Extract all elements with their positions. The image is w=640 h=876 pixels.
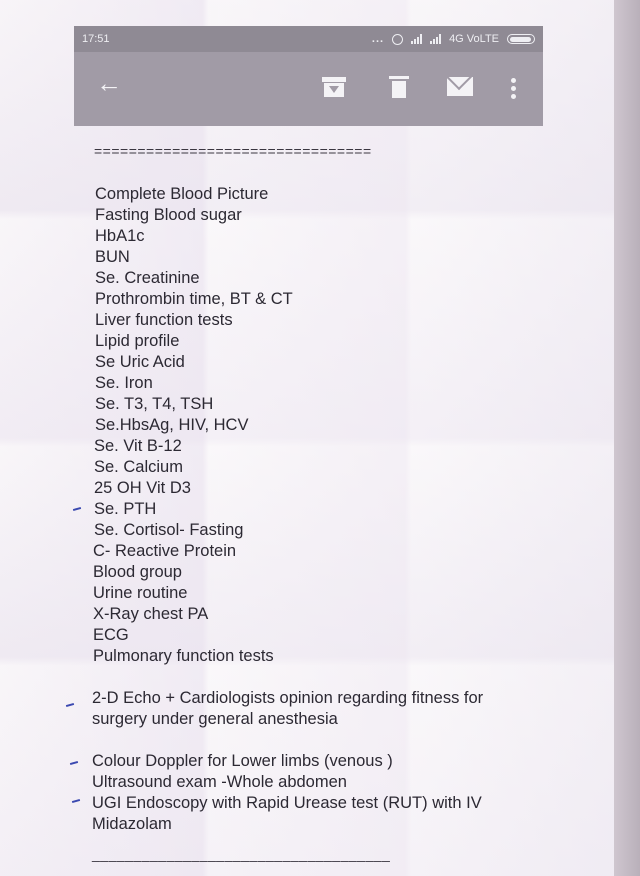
test-item: Liver function tests	[95, 311, 233, 329]
test-item: 25 OH Vit D3	[94, 479, 191, 497]
doppler-line: Colour Doppler for Lower limbs (venous )	[92, 752, 393, 770]
test-item: Blood group	[93, 563, 182, 581]
test-item: HbA1c	[95, 227, 145, 245]
test-item: Se. Iron	[95, 374, 153, 392]
pen-tick-mark	[73, 507, 81, 511]
test-item: ECG	[93, 626, 129, 644]
test-item: X-Ray chest PA	[93, 605, 209, 623]
ugi-line-1: UGI Endoscopy with Rapid Urease test (RUT) with IV	[92, 794, 482, 812]
ultrasound-line: Ultrasound exam -Whole abdomen	[92, 773, 347, 791]
paper-edge	[614, 0, 640, 876]
status-time: 17:51	[82, 33, 110, 45]
test-item: Fasting Blood sugar	[95, 206, 242, 224]
test-item: Se. Creatinine	[95, 269, 200, 287]
test-item: Se. Calcium	[94, 458, 183, 476]
test-item: Se. Cortisol- Fasting	[94, 521, 244, 539]
test-item: Se. T3, T4, TSH	[95, 395, 214, 413]
test-item: BUN	[95, 248, 130, 266]
bottom-rule: ____________________________________	[92, 846, 391, 862]
test-item: Lipid profile	[95, 332, 180, 350]
pen-tick-mark	[70, 761, 78, 765]
test-item: Complete Blood Picture	[95, 185, 269, 203]
network-type: 4G VoLTE	[449, 33, 499, 45]
test-item: Pulmonary function tests	[93, 647, 274, 665]
test-item: Se. PTH	[94, 500, 157, 518]
status-dots: ...	[371, 33, 385, 45]
back-arrow-icon[interactable]: ←	[96, 68, 122, 98]
echo-line-2: surgery under general anesthesia	[92, 710, 338, 728]
top-rule: ================================	[94, 143, 372, 159]
test-item: Se. Vit B-12	[94, 437, 182, 455]
pen-tick-mark	[72, 799, 80, 803]
test-item: Se.HbsAg, HIV, HCV	[95, 416, 249, 434]
test-item: Se Uric Acid	[95, 353, 185, 371]
ugi-line-2: Midazolam	[92, 815, 172, 833]
test-item: Urine routine	[93, 584, 188, 602]
test-item: C- Reactive Protein	[93, 542, 237, 560]
test-item: Prothrombin time, BT & CT	[95, 290, 293, 308]
pen-tick-mark	[66, 703, 74, 707]
echo-line-1: 2-D Echo + Cardiologists opinion regarding fitness for	[92, 689, 484, 707]
